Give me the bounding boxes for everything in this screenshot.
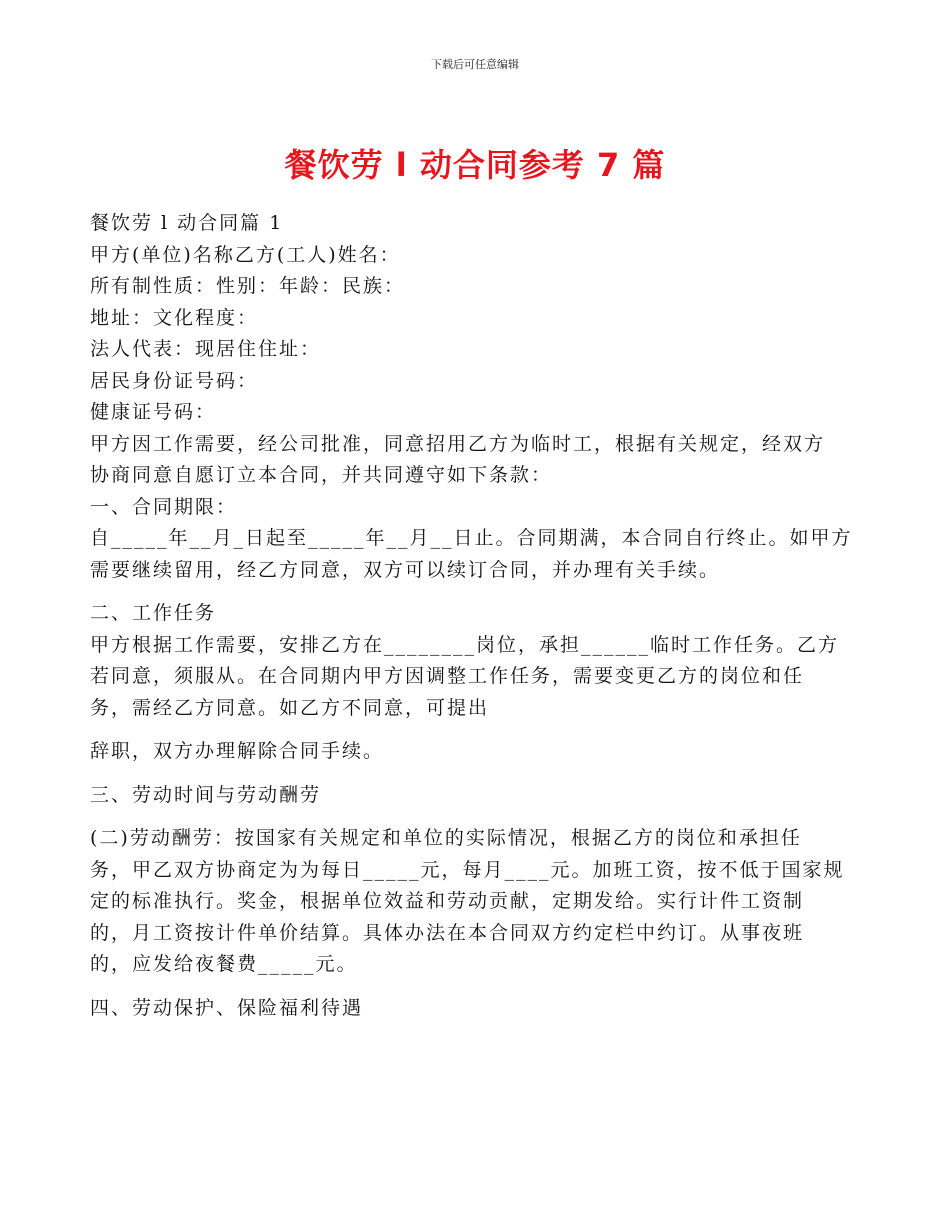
paragraph-line: 甲方根据工作需要，安排乙方在________岗位，承担______临时工作任务。乙方 [90,633,840,656]
section-heading: 餐饮劳 l 动合同篇 1 [90,212,284,234]
clause-heading: 四、劳动保护、保险福利待遇 [90,996,364,1019]
paragraph-line: 的，应发给夜餐费_____元。 [90,953,358,975]
document-title: 餐饮劳 l 动合同参考 7 篇 [284,146,666,184]
field-line: 居民身份证号码： [90,369,259,392]
field-line: 所有制性质：性别：年龄：民族： [90,275,406,297]
field-line: 地址：文化程度： [90,306,259,329]
paragraph-line: 务，甲乙双方协商定为为每日_____元，每月____元。加班工资，按不低于国家规 [90,858,845,881]
clause-heading: 三、劳动时间与劳动酬劳 [90,783,322,806]
field-line: 甲方(单位)名称乙方(工人)姓名： [90,243,401,266]
paragraph-line: 若同意，须服从。在合同期内甲方因调整工作任务，需要变更乙方的岗位和任 [90,665,805,687]
paragraph-line: 辞职，双方办理解除合同手续。 [90,740,385,762]
paragraph-line: (二)劳动酬劳：按国家有关规定和单位的实际情况，根据乙方的岗位和承担任 [90,827,802,849]
paragraph-line: 定的标准执行。奖金，根据单位效益和劳动贡献，定期发给。实行计件工资制 [90,890,805,912]
paragraph-line: 甲方因工作需要，经公司批准，同意招用乙方为临时工，根据有关规定，经双方 [90,432,826,455]
paragraph-line: 需要继续留用，经乙方同意，双方可以续订合同，并办理有关手续。 [90,558,721,581]
document-body [90,208,865,1024]
paragraph-line: 的，月工资按计件单价结算。具体办法在本合同双方约定栏中约订。从事夜班 [90,921,805,944]
field-line: 法人代表：现居住住址： [90,338,322,360]
paragraph-line: 自_____年__月_日起至_____年__月__日止。合同期满，本合同自行终止。如甲方 [90,527,853,549]
field-line: 健康证号码： [90,401,217,423]
paragraph-line: 协商同意自愿订立本合同，并共同遵守如下条款： [90,464,553,486]
paragraph-line: 务，需经乙方同意。如乙方不同意，可提出 [90,696,490,719]
header-note: 下载后可任意编辑 [431,58,519,71]
clause-heading: 一、合同期限： [90,495,238,518]
clause-heading: 二、工作任务 [90,602,217,624]
